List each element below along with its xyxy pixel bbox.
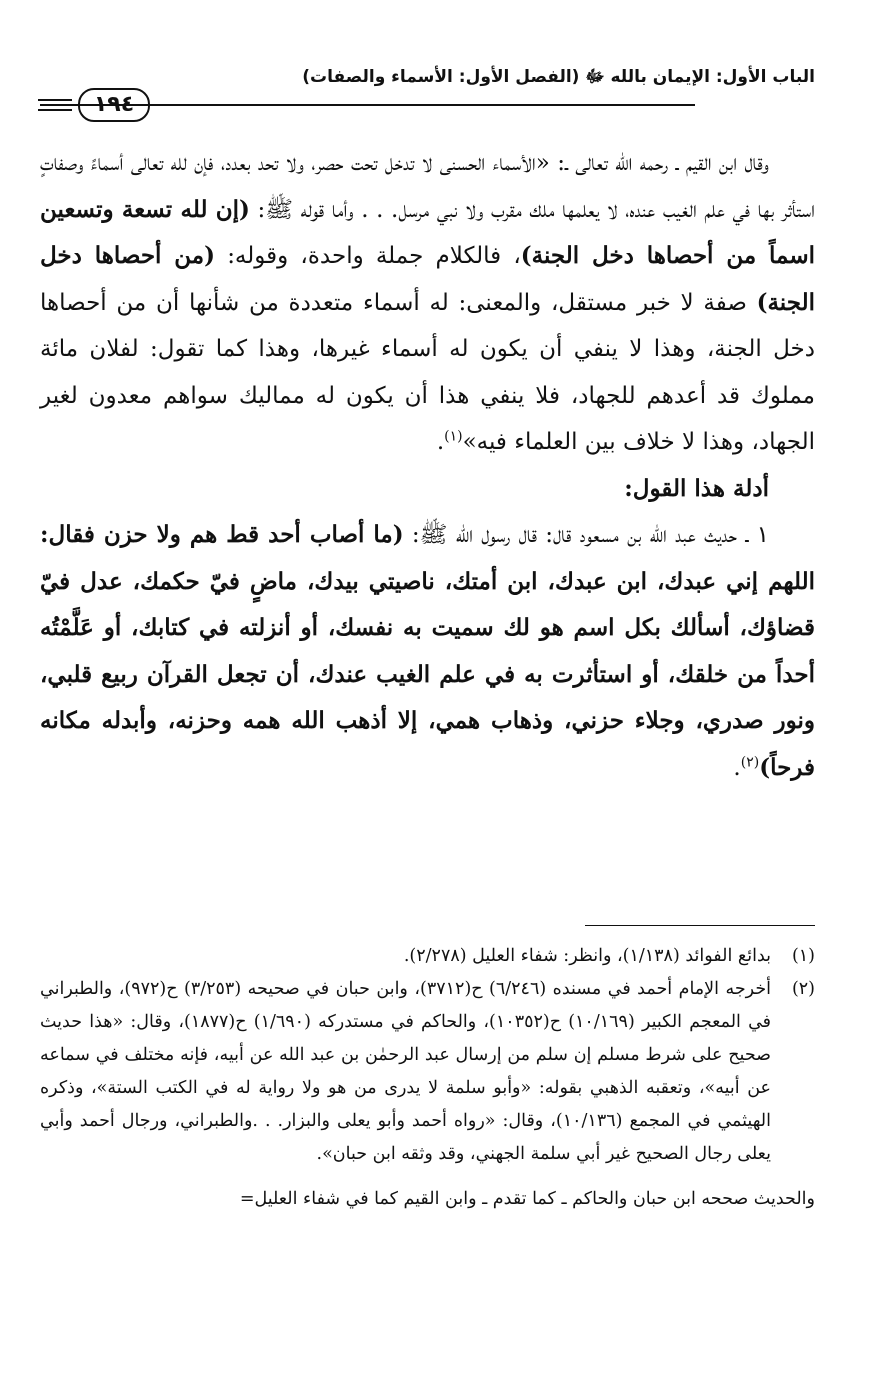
footnotes [40, 940, 815, 1216]
footnote-ref-2[interactable]: (٢) [740, 753, 760, 770]
paragraph-hadith: ١ ـ حديث عبد الله بن مسعود قال: قال رسول الله ﷺ: (ما أصاب أحد قط هم ولا حزن فقال: اللهم إني عبدك، ابن عبدك، ابن أمتك، ناصيتي بيدك، ماضٍ فيّ حكمك، عدل فيّ قضاؤك، أسألك بكل اسم هو لك سميت به نفسك، أو أنزلته في كتابك، أو عَلَّمْتُه أحداً من خلقك، أو استأثرت به في علم الغيب عندك، أن تجعل القرآن ربيع قلبي، ونور صدري، وجلاء حزني، وذهاب همي، إلا أذهب الله همه وحزنه، وأبدله مكانه فرحاً)$^{(٢)}$. [40, 521, 815, 781]
running-title: الباب الأول: الإيمان بالله ﷻ (الفصل الأول: الأسماء والصفات) [302, 66, 815, 87]
book-page [40, 40, 815, 1360]
footnote-continuation: والحديث صححه ابن حبان والحاكم ـ كما تقدم ـ وابن القيم كما في شفاء العليل= [239, 1189, 815, 1209]
hadith-quote: (إن لله تسعة وتسعين اسماً من أحصاها دخل الجنة) [40, 195, 815, 269]
footnote-1 [40, 940, 815, 973]
paragraph-ibn-qayyim: وقال ابن القيم ـ رحمه الله تعالى ـ: «الأسماء الحسنى لا تدخل تحت حصر، ولا تحد بعدد، فإن لله تعالى أسماءً وصفاتٍ استأثر بها في علم الغيب عنده، لا يعلمها ملك مقرب ولا نبي مرسل. . . وأما قوله ﷺ: (إن لله تسعة وتسعين اسماً من أحصاها دخل الجنة)، فالكلام جملة واحدة، وقوله: (من أحصاها دخل الجنة) صفة لا خبر مستقل، والمعنى: له أسماء متعددة من شأنها أن من أحصاها دخل الجنة، وهذا لا ينفي أن يكون له أسماء غيرها، وهذا كما تقول: لفلان مائة مملوك قد أعدهم للجهاد، فلا ينفي هذا أن يكون له مماليك سواهم معدون لغير الجهاد، وهذا لا خلاف بين العلماء فيه»$^{(١)}$. [40, 150, 815, 455]
footnote-text: بدائع الفوائد (١/١٣٨)، وانظر: شفاء العليل (٢/٢٧٨). [403, 946, 771, 966]
page-number-dash [38, 99, 72, 111]
hadith-text: (ما أصاب أحد قط هم ولا حزن فقال: اللهم إني عبدك، ابن عبدك، ابن أمتك، ناصيتي بيدك، ماضٍ فيّ حكمك، عدل فيّ قضاؤك، أسألك بكل اسم هو لك سميت به نفسك، أو أنزلته في كتابك، أو عَلَّمْتُه أحداً من خلقك، أو استأثرت به في علم الغيب عندك، أن تجعل القرآن ربيع قلبي، ونور صدري، وجلاء حزني، وذهاب همي، إلا أذهب الله همه وحزنه، وأبدله مكانه فرحاً) [40, 521, 815, 781]
section-title: أدلة هذا القول: [624, 474, 769, 502]
main-text [40, 140, 815, 791]
page-number-badge [34, 88, 154, 122]
footnote-text: أخرجه الإمام أحمد في مسنده (٦/٢٤٦) ح(٣٧١٢)، وابن حبان في صحيحه (٣/٢٥٣) ح(٩٧٢)، والطبراني في المعجم الكبير (١٠/١٦٩) ح(١٠٣٥٢)، والحاكم في مستدركه (١/٦٩٠) ح(١٨٧٧)، وقال: «هذا حديث صحيح على شرط مسلم إن سلم من إرسال عبد الرحمٰن بن عبد الله عن أبيه، فإنه مختلف في سماعه عن أبيه»، وتعقبه الذهبي بقوله: «وأبو سلمة لا يدرى من هو ولا رواية له في الكتب الستة»، وذكره الهيثمي في المجمع (١٠/١٣٦)، وقال: «رواه أحمد وأبو يعلى والبزار. . .والطبراني، ورجال أحمد وأبي يعلى رجال الصحيح غير أبي سلمة الجهني، وقد وثقه ابن حبان». [40, 979, 772, 1164]
footnote-separator [585, 925, 815, 926]
page-header [40, 62, 815, 94]
hadith-phrase: (من أحصاها دخل الجنة) [40, 242, 815, 316]
page-number: ١٩٤ [78, 88, 150, 122]
footnote-2 [40, 973, 815, 1171]
footnote-number: (٢) [791, 979, 815, 999]
footnote-ref-1[interactable]: (١) [444, 428, 463, 445]
footnote-number: (١) [791, 946, 815, 966]
